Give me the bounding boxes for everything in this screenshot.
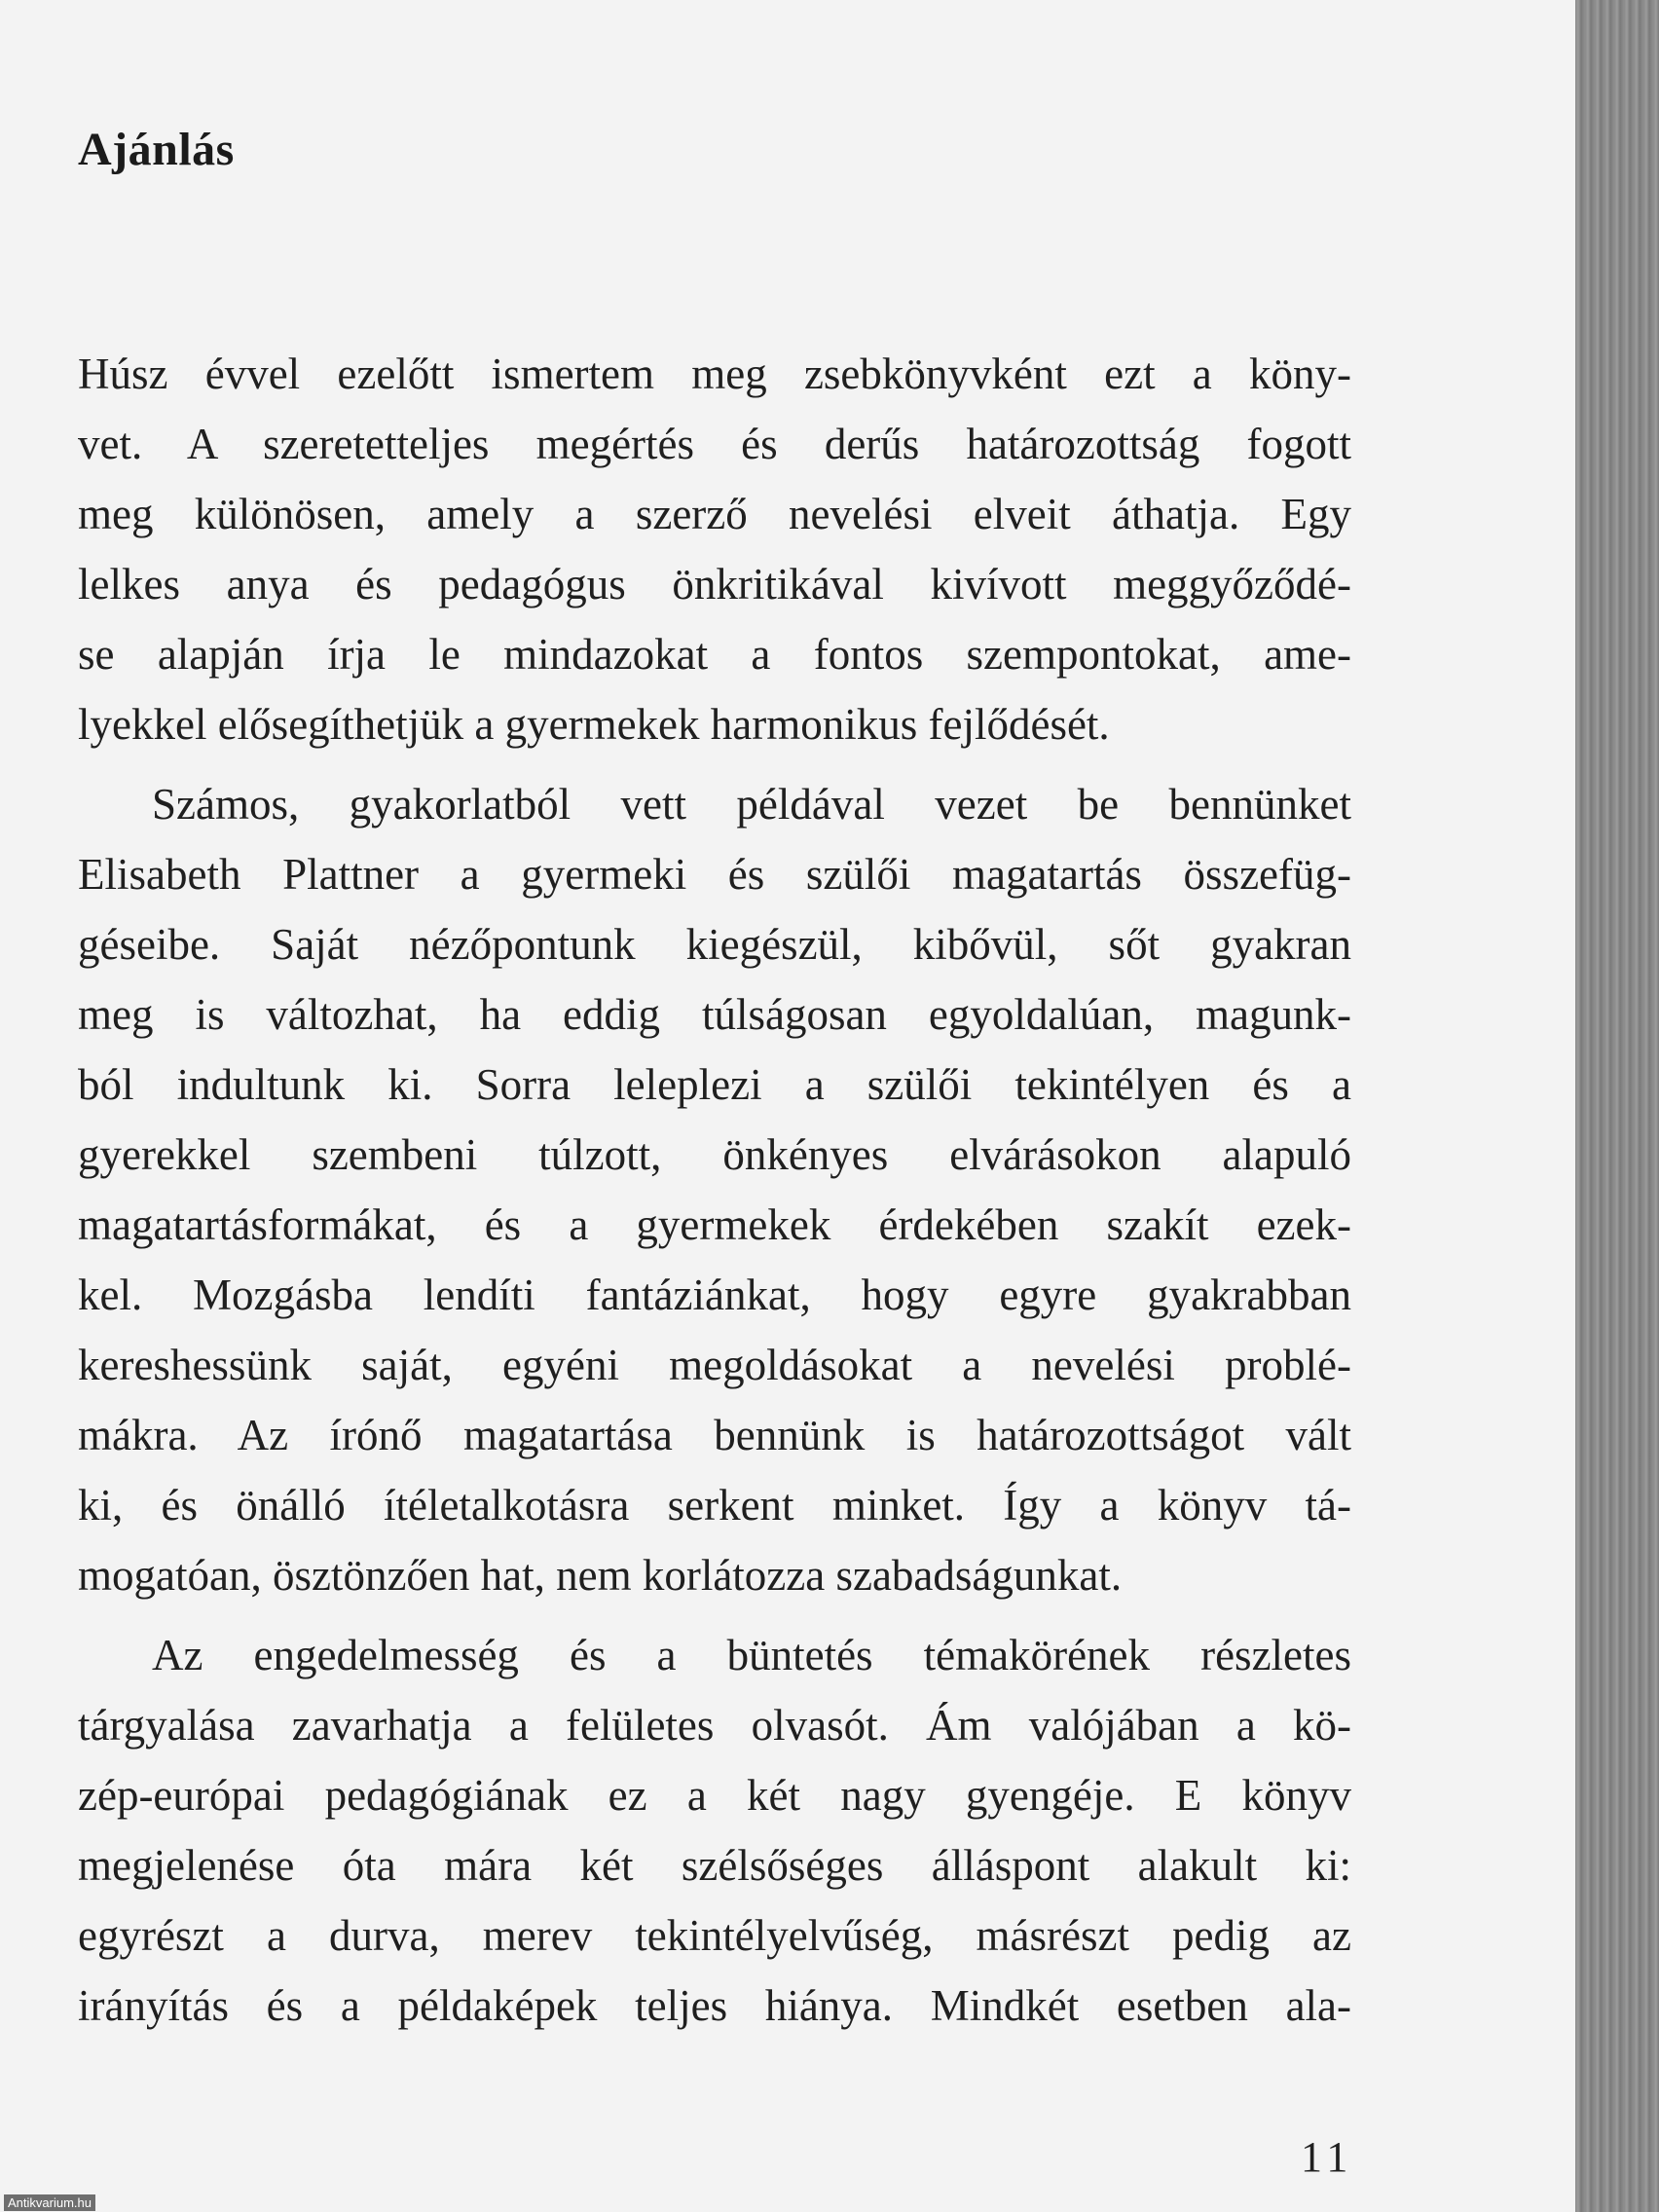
book-page-edge — [1575, 0, 1659, 2212]
text-line: ki, és önálló ítéletalkotásra serkent minket. Így a könyv tá- — [78, 1481, 1351, 1530]
text-line: mogatóan, ösztönzően hat, nem korlátozza szabadságunkat. — [78, 1551, 1123, 1600]
text-line: Húsz évvel ezelőtt ismertem meg zsebkönyvként ezt a köny- — [78, 350, 1351, 398]
text-line: kel. Mozgásba lendíti fantáziánkat, hogy egyre gyakrabban — [78, 1271, 1351, 1319]
text-line: zép-európai pedagógiának ez a két nagy gyengéje. E könyv — [78, 1771, 1351, 1820]
paragraph-3 — [78, 1620, 1351, 2041]
text-line: vet. A szeretetteljes megértés és derűs határozottság fogott — [78, 420, 1351, 468]
page-number: 11 — [1301, 2133, 1354, 2181]
text-line: Számos, gyakorlatból vett példával vezet be bennünket — [152, 780, 1351, 829]
text-line: meg is változhat, ha eddig túlságosan egyoldalúan, magunk- — [78, 990, 1351, 1039]
body-text — [78, 339, 1351, 2041]
text-line: lelkes anya és pedagógus önkritikával kivívott meggyőződé- — [78, 560, 1351, 608]
text-line: lyekkel elősegíthetjük a gyermekek harmonikus fejlődését. — [78, 700, 1110, 749]
text-line: magatartásformákat, és a gyermekek érdekében szakít ezek- — [78, 1200, 1351, 1249]
text-line: gyerekkel szembeni túlzott, önkényes elvárásokon alapuló — [78, 1130, 1351, 1179]
paragraph-1 — [78, 339, 1351, 759]
text-line: Az engedelmesség és a büntetés témakörének részletes — [152, 1631, 1351, 1679]
text-line: tárgyalása zavarhatja a felületes olvasót. Ám valójában a kö- — [78, 1701, 1351, 1750]
paragraph-2 — [78, 769, 1351, 1610]
text-line: meg különösen, amely a szerző nevelési elveit áthatja. Egy — [78, 490, 1351, 538]
watermark: Antikvarium.hu — [4, 2194, 95, 2211]
text-line: megjelenése óta mára két szélsőséges álláspont alakult ki: — [78, 1841, 1351, 1890]
text-line: se alapján írja le mindazokat a fontos szempontokat, ame- — [78, 630, 1351, 679]
text-line: ból indultunk ki. Sorra leleplezi a szülői tekintélyen és a — [78, 1060, 1351, 1109]
text-line: géseibe. Saját nézőpontunk kiegészül, kibővül, sőt gyakran — [78, 920, 1351, 969]
text-line: Elisabeth Plattner a gyermeki és szülői magatartás összefüg- — [78, 850, 1351, 899]
page-heading: Ajánlás — [78, 124, 235, 175]
text-line: mákra. Az írónő magatartása bennünk is határozottságot vált — [78, 1411, 1351, 1459]
text-line: irányítás és a példaképek teljes hiánya. Mindkét esetben ala- — [78, 1981, 1351, 2030]
text-line: egyrészt a durva, merev tekintélyelvűség, másrészt pedig az — [78, 1911, 1351, 1960]
text-line: kereshessünk saját, egyéni megoldásokat a nevelési problé- — [78, 1341, 1351, 1389]
